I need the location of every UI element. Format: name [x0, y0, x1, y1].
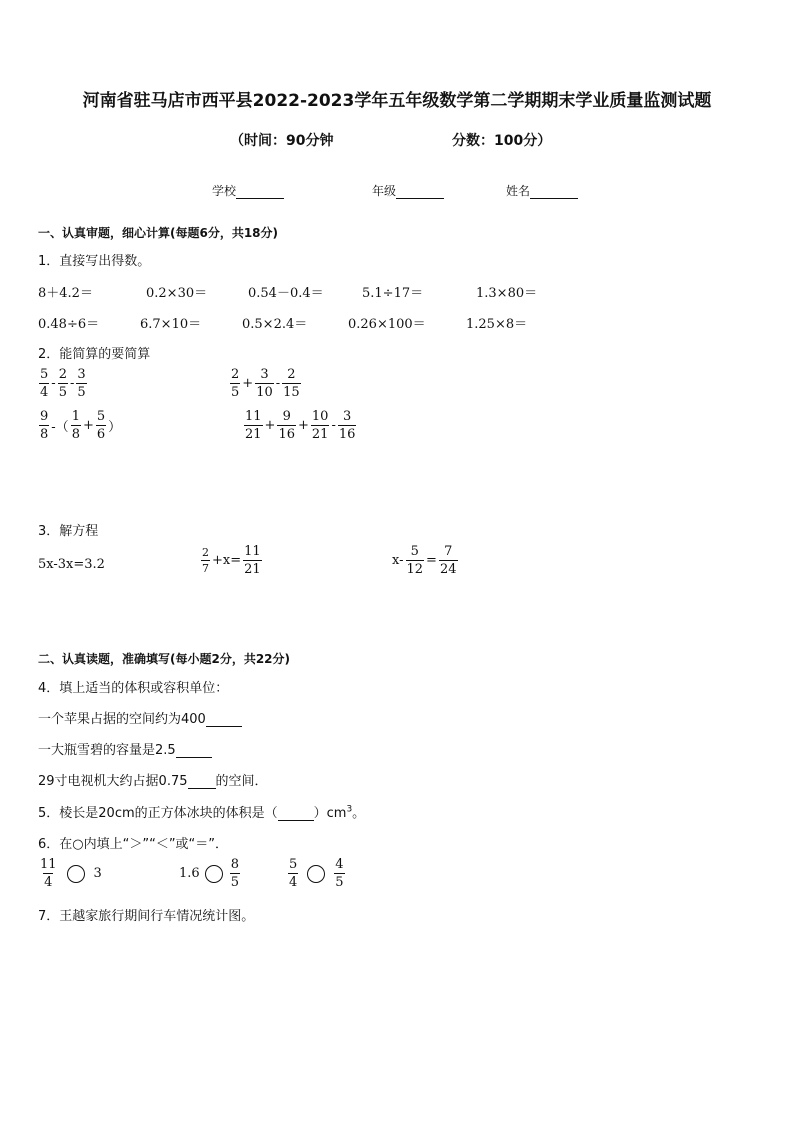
fraction: $\frac{11}{4}$ [40, 857, 57, 890]
fraction: $\frac{3}{5}$ [77, 367, 86, 400]
grade-field [372, 182, 444, 199]
question-3-label: 3．解方程 [38, 524, 99, 539]
grade-blank[interactable] [396, 186, 444, 199]
name-label: 姓名 [506, 184, 531, 198]
question-7-label: 7．王越家旅行期间行车情况统计图。 [38, 909, 255, 924]
q1-r1-c2: 0.2×30＝ [146, 286, 208, 301]
compare-circle[interactable] [307, 865, 325, 883]
name-blank[interactable] [530, 186, 578, 199]
section-1-heading: 一、认真审题，细心计算(每题6分，共18分) [38, 226, 279, 240]
question-6-label: 6．在○内填上“＞”“＜”或“＝”． [38, 837, 229, 852]
q2-expression-4: $\frac{11}{21}$ + $\frac{9}{16}$ + $\frac{10}{21}$ - $\frac{3}{16}$ [245, 409, 356, 442]
q6-compare-3 [287, 858, 346, 889]
fraction: $\frac{2}{15}$ [283, 367, 300, 400]
name-field [506, 182, 578, 199]
fraction: $\frac{8}{5}$ [230, 857, 239, 890]
question-2-label: 2．能简算的要简算 [38, 347, 151, 362]
fraction: $\frac{1}{8}$ [71, 409, 80, 442]
fraction: $\frac{2}{5}$ [231, 367, 240, 400]
fraction: $\frac{11}{21}$ [244, 544, 261, 577]
question-1-label: 1．直接写出得数。 [38, 254, 151, 269]
q1-r1-c4: 5.1÷17＝ [362, 286, 424, 301]
q1-r2-c2: 6.7×10＝ [140, 317, 202, 332]
q1-r2-c4: 0.26×100＝ [348, 317, 426, 332]
compare-circle[interactable] [205, 865, 223, 883]
question-5: 5．棱长是20cm的正方体冰块的体积是（ ）$cm^3$。 [38, 804, 366, 821]
q4-line-1: 一个苹果占据的空间约为400 [38, 708, 242, 727]
q3-equation-2: $\frac{2}{7}$ +x= $\frac{11}{21}$ [202, 544, 261, 577]
q2-expression-1: $\frac{5}{4}$ - $\frac{2}{5}$ - $\frac{3}{5}$ [40, 367, 86, 400]
school-field [212, 182, 284, 199]
school-label: 学校 [212, 184, 237, 198]
school-blank[interactable] [236, 186, 284, 199]
q6-compare-2: 1.6 $\frac{8}{5}$ [179, 857, 239, 890]
q1-r2-c5: 1.25×8＝ [466, 317, 528, 332]
fraction: $\frac{5}{12}$ [406, 544, 424, 577]
fraction: $\frac{5}{4}$ [289, 857, 298, 890]
q6-compare-1: $\frac{11}{4}$ 3 [40, 857, 102, 890]
q1-r1-c3: 0.54－0.4＝ [248, 286, 324, 301]
fraction: $\frac{4}{5}$ [335, 857, 344, 890]
fraction: $\frac{9}{8}$ [40, 409, 49, 442]
fraction: $\frac{5}{6}$ [96, 409, 106, 442]
fraction: $\frac{7}{24}$ [439, 544, 457, 577]
compare-circle[interactable] [67, 865, 85, 883]
exam-score: 分数：100分） [452, 133, 552, 149]
q2-expression-3: $\frac{9}{8}$ -（ $\frac{1}{8}$ + $\frac{5}{6}$ ） [40, 409, 122, 442]
q4-line-2: 一大瓶雪碧的容量是2.5 [38, 739, 212, 758]
answer-blank[interactable] [206, 713, 242, 727]
q1-r2-c3: 0.5×2.4＝ [242, 317, 308, 332]
fraction: $\frac{11}{21}$ [245, 409, 262, 442]
fraction: $\frac{10}{21}$ [311, 409, 329, 442]
exam-time: （时间：90分钟 [230, 133, 334, 149]
page-title: 河南省驻马店市西平县2022-2023学年五年级数学第二学期期末学业质量监测试题 [82, 91, 712, 111]
fraction: $\frac{3}{16}$ [338, 409, 356, 442]
question-4-label: 4．填上适当的体积或容积单位： [38, 681, 229, 696]
q3-equation-1: 5x-3x=3.2 [38, 557, 105, 572]
fraction: $\frac{3}{10}$ [256, 367, 273, 400]
grade-label: 年级 [372, 184, 397, 198]
answer-blank[interactable] [278, 807, 314, 821]
fraction: $\frac{2}{7}$ [202, 546, 209, 575]
section-2-heading: 二、认真读题，准确填写(每小题2分，共22分) [38, 652, 291, 666]
answer-blank[interactable] [188, 775, 216, 789]
fraction: $\frac{5}{4}$ [40, 367, 49, 400]
q1-r2-c1: 0.48÷6＝ [38, 317, 100, 332]
q1-r1-c1: 8＋4.2＝ [38, 286, 93, 301]
fraction: $\frac{9}{16}$ [278, 409, 295, 442]
answer-blank[interactable] [176, 744, 212, 758]
q1-r1-c5: 1.3×80＝ [476, 286, 538, 301]
fraction: $\frac{2}{5}$ [58, 367, 67, 400]
q4-line-3: 29寸电视机大约占据0.75 的空间． [38, 774, 268, 789]
q2-expression-2: $\frac{2}{5}$ + $\frac{3}{10}$ - $\frac{2}{15}$ [231, 367, 300, 400]
q3-equation-3: x- $\frac{5}{12}$ = $\frac{7}{24}$ [392, 544, 457, 577]
